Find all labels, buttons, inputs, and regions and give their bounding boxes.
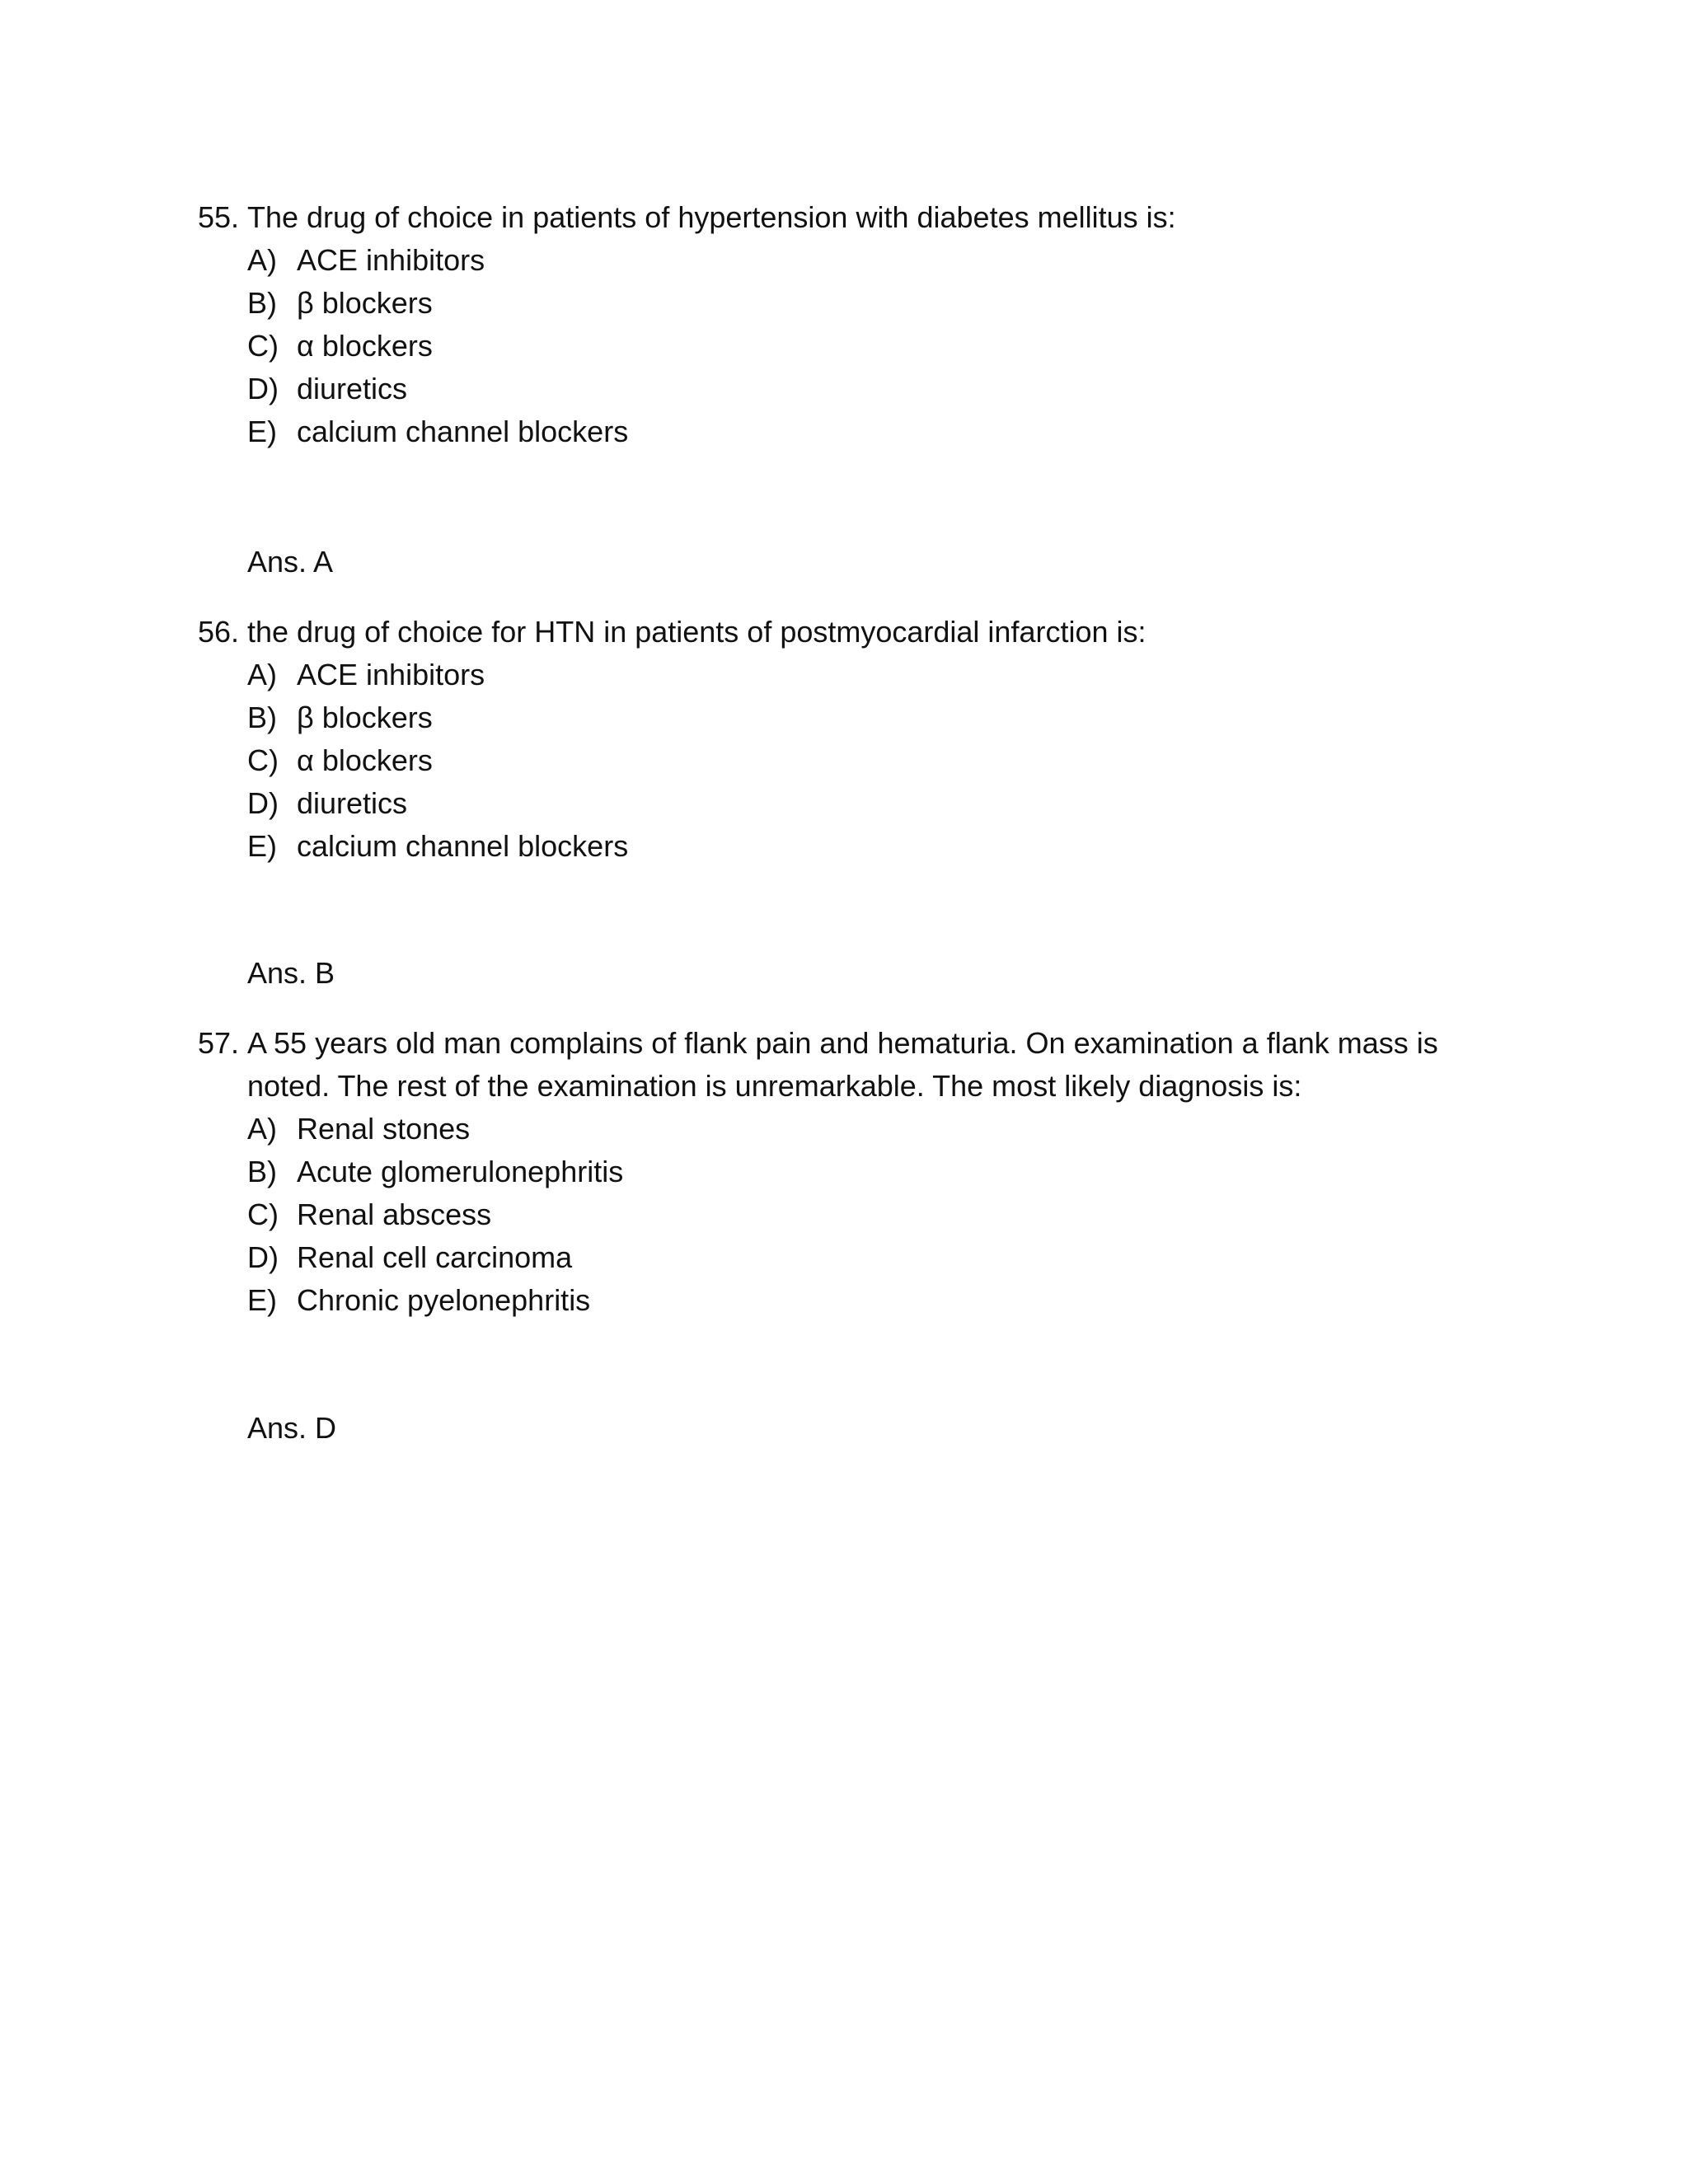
- option-e: [247, 410, 1467, 453]
- option-text: ACE inhibitors: [297, 658, 485, 691]
- option-letter: B): [247, 701, 277, 734]
- option-letter: E): [247, 1283, 277, 1317]
- option-letter: B): [247, 1155, 277, 1188]
- option-letter: A): [247, 658, 277, 691]
- option-letter: C): [247, 329, 279, 363]
- question-57: [198, 1022, 1467, 1322]
- option-letter: D): [247, 372, 279, 405]
- question-55: [198, 196, 1467, 453]
- option-text: calcium channel blockers: [297, 415, 629, 448]
- option-text: ACE inhibitors: [297, 243, 485, 277]
- option-a: [247, 1108, 1467, 1151]
- option-b: [247, 696, 1467, 739]
- question-stem: [198, 1022, 1467, 1108]
- option-text: β blockers: [297, 286, 433, 320]
- question-text: A 55 years old man complains of flank pain and hematuria. On examination a flank mass is noted. The rest of the examination is unremarkable. The most likely diagnosis is:: [247, 1026, 1438, 1103]
- question-number: 57.: [198, 1026, 240, 1060]
- question-text: The drug of choice in patients of hypertension with diabetes mellitus is:: [247, 200, 1176, 234]
- answer-56: Ans. B: [247, 956, 335, 990]
- option-text: diuretics: [297, 786, 408, 820]
- option-letter: A): [247, 1112, 277, 1146]
- question-stem: [198, 196, 1467, 239]
- option-letter: D): [247, 1240, 279, 1274]
- option-text: α blockers: [297, 329, 433, 363]
- option-d: [247, 782, 1467, 825]
- option-text: Renal abscess: [297, 1197, 492, 1231]
- option-text: α blockers: [297, 743, 433, 777]
- option-a: [247, 239, 1467, 282]
- option-text: Chronic pyelonephritis: [297, 1283, 591, 1317]
- option-d: [247, 368, 1467, 410]
- option-letter: C): [247, 1197, 279, 1231]
- options-list: [247, 1108, 1467, 1322]
- question-56: [198, 611, 1467, 868]
- option-d: [247, 1236, 1467, 1279]
- option-e: [247, 1279, 1467, 1322]
- option-letter: D): [247, 786, 279, 820]
- option-c: [247, 325, 1467, 368]
- question-number: 56.: [198, 615, 240, 649]
- option-e: [247, 825, 1467, 868]
- option-text: calcium channel blockers: [297, 829, 629, 863]
- option-letter: E): [247, 829, 277, 863]
- option-a: [247, 654, 1467, 696]
- option-c: [247, 739, 1467, 782]
- option-c: [247, 1193, 1467, 1236]
- question-text: the drug of choice for HTN in patients of postmyocardial infarction is:: [247, 615, 1146, 649]
- option-text: Acute glomerulonephritis: [297, 1155, 624, 1188]
- option-b: [247, 282, 1467, 325]
- option-letter: B): [247, 286, 277, 320]
- option-text: Renal cell carcinoma: [297, 1240, 573, 1274]
- options-list: [247, 654, 1467, 868]
- question-stem: [198, 611, 1467, 654]
- answer-55: Ans. A: [247, 545, 334, 579]
- options-list: [247, 239, 1467, 453]
- answer-57: Ans. D: [247, 1411, 337, 1445]
- option-b: [247, 1151, 1467, 1193]
- option-letter: A): [247, 243, 277, 277]
- option-letter: E): [247, 415, 277, 448]
- option-letter: C): [247, 743, 279, 777]
- option-text: diuretics: [297, 372, 408, 405]
- option-text: β blockers: [297, 701, 433, 734]
- question-number: 55.: [198, 200, 240, 234]
- option-text: Renal stones: [297, 1112, 471, 1146]
